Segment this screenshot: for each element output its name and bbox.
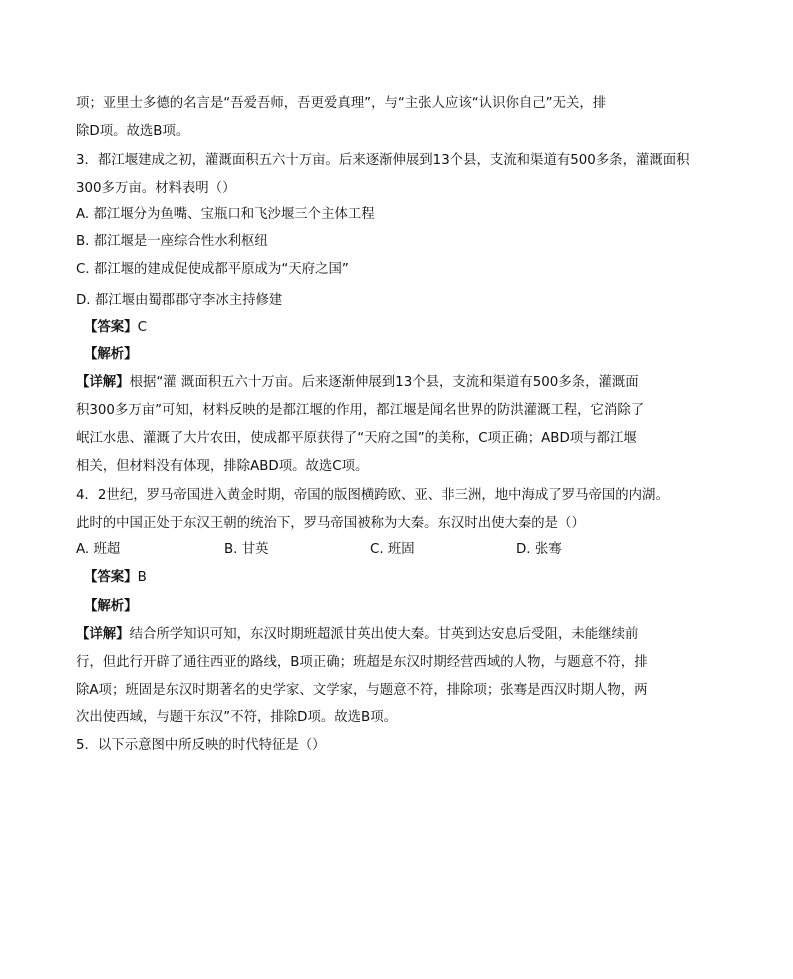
q3-answer [84, 319, 147, 337]
q3-detail-line-1 [76, 374, 639, 392]
q5-stem-line-1: 5．以下示意图中所反映的时代特征是（） [76, 738, 326, 753]
q4-stem-line-1: 4．2世纪，罗马帝国进入黄金时期，帝国的版图横跨欧、亚、非三洲，地中海成了罗马帝国的内湖。 [76, 488, 669, 503]
q3-stem-line-2: 300多万亩。材料表明（） [76, 181, 236, 196]
q3-answer-value: C [137, 320, 147, 335]
q3-option-a: A. 都江堰分为鱼嘴、宝瓶口和飞沙堰三个主体工程 [76, 207, 375, 222]
q3-option-b: B. 都江堰是一座综合性水利枢纽 [76, 234, 268, 249]
q3-detail-tag: 【详解】 [76, 375, 130, 390]
q4-stem-line-2: 此时的中国正处于东汉王朝的统治下，罗马帝国被称为大秦。东汉时出使大秦的是（） [76, 516, 585, 531]
intro-line-2: 除D项。故选B项。 [76, 124, 190, 139]
q4-detail-tag: 【详解】 [76, 627, 130, 642]
q4-option-c: C. 班固 [370, 542, 415, 557]
q4-answer [84, 569, 147, 587]
q4-detail-line-3: 除A项；班固是东汉时期著名的史学家、文学家，与题意不符，排除项；张骞是西汉时期人物，两 [76, 683, 648, 698]
q4-detail-line-2: 行，但此行开辟了通往西亚的路线，B项正确；班超是东汉时期经营西域的人物，与题意不符，排 [76, 655, 648, 670]
q4-option-d: D. 张骞 [516, 542, 562, 557]
q3-detail-line-2: 积300多万亩”可知，材料反映的是都江堰的作用，都江堰是闻名世界的防洪灌溉工程，它消除了 [76, 403, 645, 418]
q3-detail-line-4: 相关，但材料没有体现，排除ABD项。故选C项。 [76, 459, 369, 474]
q4-detail-text-1: 结合所学知识可知，东汉时期班超派甘英出使大秦。甘英到达安息后受阻，未能继续前 [129, 627, 639, 642]
q3-detail-text-1: 根据“灌 溉面积五六十万亩。后来逐渐伸展到13个县，支流和渠道有500多条，灌溉面 [129, 375, 639, 390]
q4-answer-tag: 【答案】 [84, 570, 138, 585]
q4-option-a: A. 班超 [76, 542, 121, 557]
q3-answer-tag: 【答案】 [84, 320, 138, 335]
q3-detail-line-3: 岷江水患、灌溉了大片农田，使成都平原获得了“天府之国”的美称，C项正确；ABD项与都江堰 [76, 431, 637, 446]
q3-option-d: D. 都江堰由蜀郡郡守李冰主持修建 [76, 293, 283, 308]
q4-option-b: B. 甘英 [224, 542, 269, 557]
q4-detail-line-1 [76, 626, 638, 644]
q4-analysis-tag: 【解析】 [84, 599, 138, 614]
q4-detail-line-4: 次出使西域，与题干东汉”不符，排除D项。故选B项。 [76, 710, 398, 725]
q3-stem-line-1: 3．都江堰建成之初，灌溉面积五六十万亩。后来逐渐伸展到13个县，支流和渠道有500多条，灌溉面积 [76, 153, 690, 168]
q3-analysis-tag: 【解析】 [84, 347, 138, 362]
intro-line-1: 项；亚里士多德的名言是“吾爱吾师，吾更爱真理”，与“主张人应该“认识你自己”无关，排 [76, 96, 607, 111]
q3-option-c: C. 都江堰的建成促使成都平原成为“天府之国” [76, 262, 349, 277]
q4-answer-value: B [137, 570, 147, 585]
